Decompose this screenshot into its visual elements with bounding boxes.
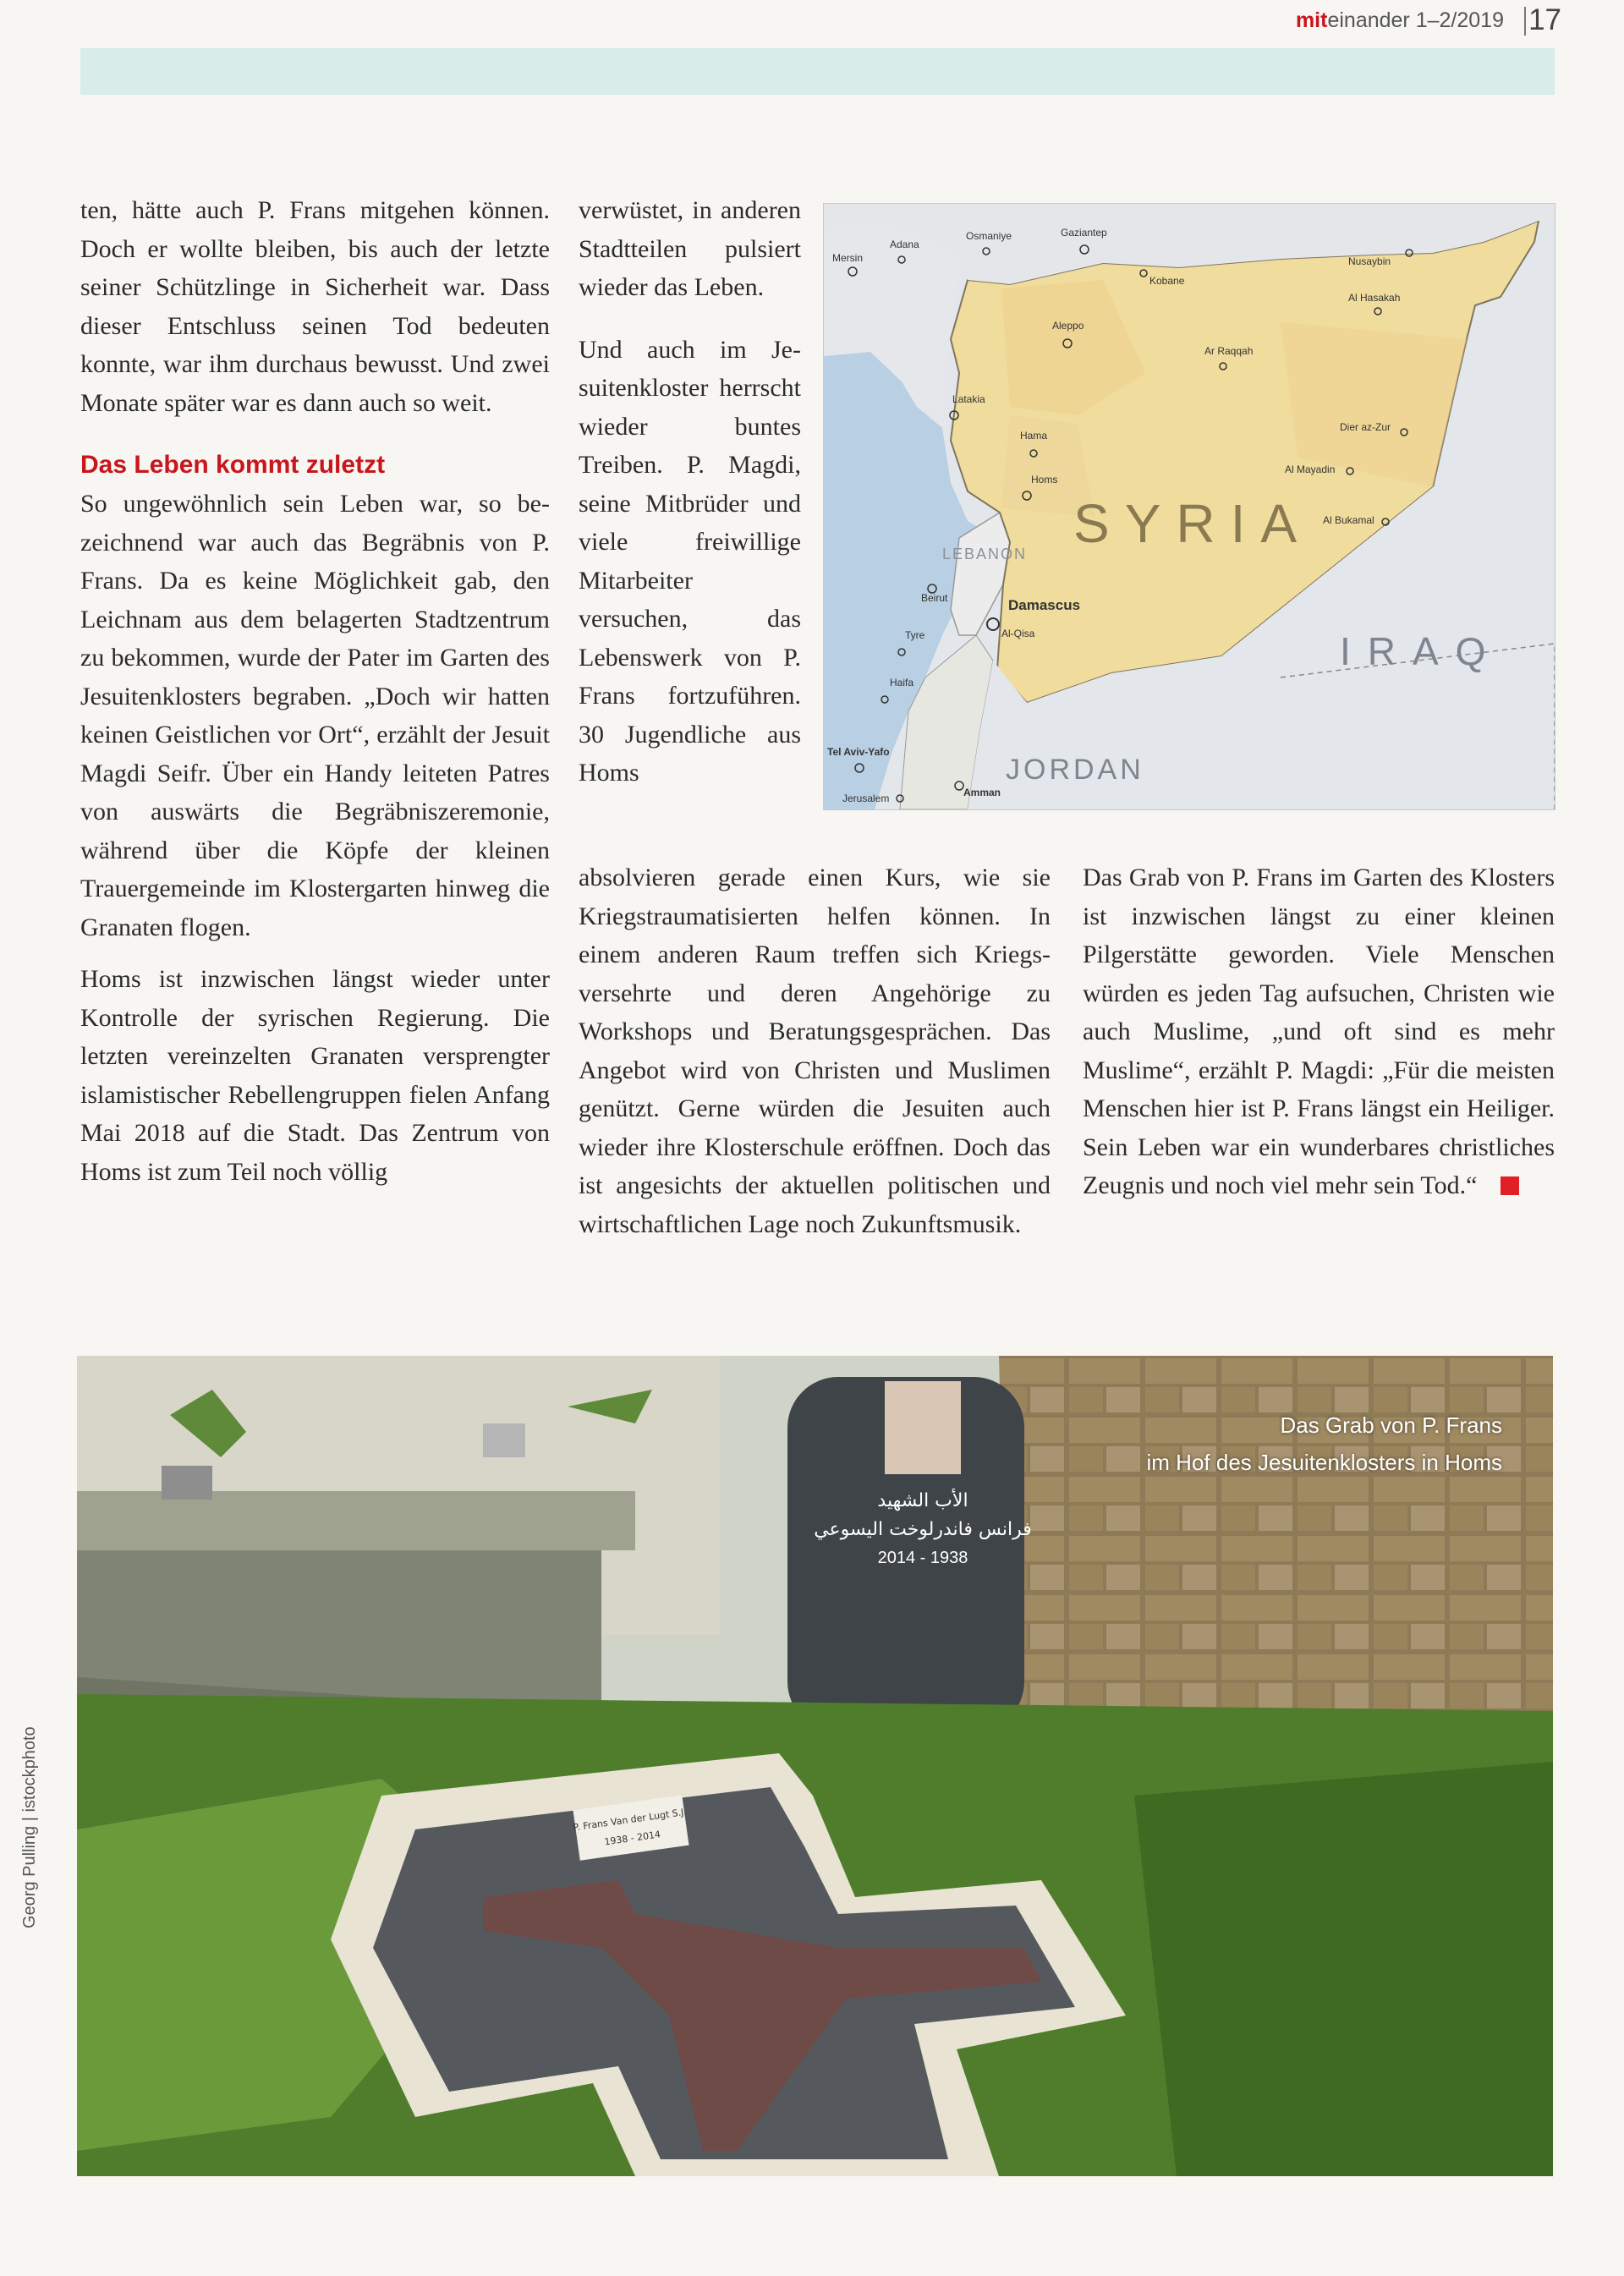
right-column [1083,858,1555,1205]
paragraph: So ungewöhnlich sein Leben war, so bezeichnend war auch das Begräbnis von P. Frans. Da es keine Möglichkeit gab, den Leichnam aus dem belagerten Stadtzentrum zu bekommen, wurde der Pater im Garten des Jesuitenklosters begraben. „Doch wir hatten keinen Geistlichen vor Ort“, erzählt der Jesuit Magdi Seifr. Über ein Handy leiteten Patres von auswärts die Begräbniszeremonie, während über die Köpfe der kleinen Trauergemeinde im Klostergarten hinweg die Granaten flogen. [80,490,550,941]
paragraph: Und auch im Jesuitenkloster herrscht wieder buntes Treiben. P. Magdi, seine Mitbrüder und viele freiwillige Mitarbeiter versuchen, das Lebenswerk von P. Frans fortzuführen. 30 Jugendliche aus Homs [579,335,801,787]
city-aleppo: Aleppo [1052,320,1084,332]
issue-number: 1–2/2019 [1415,8,1504,32]
paragraph [1083,858,1555,1205]
city-damascus: Damascus [1008,597,1081,613]
flower-pot [162,1466,212,1500]
city-ar-raqqah: Ar Raqqah [1204,345,1254,357]
caption-line: Das Grab von P. Frans [1280,1412,1502,1438]
photo-caption [1147,1407,1502,1481]
left-column [80,191,550,1191]
city-al-qisa: Al-Qisa [1001,628,1035,639]
city-amman: Amman [963,787,1001,798]
plaque-years: 1938 - 2014 [603,1829,661,1848]
dark-greenery [1134,1762,1553,2176]
map-graphic [824,204,1555,809]
syria-map [823,203,1555,810]
caption-line: im Hof des Jesuitenklosters in Homs [1146,1450,1502,1475]
paragraph-text: Das Grab von P. Frans im Garten des Klosters ist inzwischen längst zu einer kleinen Pilgerstätte geworden. Viele Menschen würden es jeden Tag aufsuchen, Christen wie auch Muslime, „und oft sind es mehr Muslime“, erzählt P. Magdi: „Für die meisten Menschen hier ist P. Frans längst ein Heiliger. Sein Leben war ein wunderbares christliches Zeugnis und noch viel mehr sein Tod.“ [1083,864,1555,1199]
middle-column-top [579,191,801,792]
country-label-iraq: IRAQ [1340,629,1503,673]
flower-pot [483,1423,525,1457]
city-homs: Homs [1031,474,1058,485]
paragraph: Homs ist inzwischen längst wieder unter Kontrolle der syrischen Regierung. Die letzten vereinzelten Granaten versprengter islamistischer Rebellengruppen fielen Anfang Mai 2018 auf die Stadt. Das Zentrum von Homs ist zum Teil noch völlig [80,965,550,1186]
stone-shelf [77,1491,635,1550]
headstone-years: 2014 - 1938 [877,1549,968,1567]
city-adana: Adana [890,239,919,250]
paragraph: verwüstet, in anderen Stadtteilen pulsiert wieder das Leben. [579,196,801,301]
page-number: 17 [1528,3,1561,36]
plaque-name: P. Frans Van der Lugt S.J. [572,1806,688,1834]
city-tel-aviv: Tel Aviv-Yafo [827,746,890,758]
grave-photo [77,1356,1553,2176]
country-label-syria: SYRIA [1073,493,1313,554]
city-osmaniye: Osmaniye [966,230,1012,242]
city-latakia: Latakia [952,393,985,405]
city-jerusalem: Jerusalem [842,792,890,804]
country-label-jordan: JORDAN [1006,754,1144,786]
city-al-hasakah: Al Hasakah [1348,292,1401,304]
city-beirut: Beirut [921,592,948,604]
headstone-title: الأب الشهيد [877,1490,968,1511]
page-header [0,0,1624,51]
header-band [80,48,1555,95]
city-nusaybin: Nusaybin [1348,255,1391,267]
city-al-mayadin: Al Mayadin [1285,463,1336,475]
subheading: Das Leben kommt zuletzt [80,451,386,479]
city-gaziantep: Gaziantep [1061,227,1107,239]
paragraph: ten, hätte auch P. Frans mitgehen können. Doch er wollte bleiben, bis auch der letzte seiner Schützlinge in Sicherheit war. Dass dieser Entschluss seinen Tod bedeuten konnte, war ihm durchaus bewusst. Und zwei Monate später war es dann auch so weit. [80,196,550,417]
headstone-portrait [885,1381,961,1474]
city-hama: Hama [1020,430,1048,441]
headstone-name: فرانس فاندرلوخت اليسوعي [814,1519,1032,1540]
city-haifa: Haifa [890,677,914,688]
city-mersin: Mersin [832,252,864,264]
paragraph: absolvieren gerade einen Kurs, wie sie Kriegstraumatisierten helfen können. In einem anderen Raum treffen sich Kriegsversehrte und deren Angehörige zu Workshops und Beratungsgesprächen. Das Angebot wird von Christen und Muslimen genützt. Gerne würden die Jesuiten auch wieder ihre Klosterschule eröffnen. Doch das ist angesichts der aktuellen politischen und wirtschaftlichen Lage noch Zukunftsmusik. [579,864,1051,1238]
photo-credit: Georg Pulling | istockphoto [20,1726,39,1928]
city-dier-az-zur: Dier az-Zur [1340,421,1391,433]
brand-prefix: mit [1295,8,1328,32]
header-divider [1524,7,1526,36]
article-end-mark [1501,1176,1519,1195]
city-kobane: Kobane [1149,275,1185,287]
country-label-lebanon: LEBANON [942,546,1028,562]
brand-suffix: einander [1327,8,1410,32]
middle-column-bottom [579,858,1051,1243]
city-al-bukamal: Al Bukamal [1323,514,1374,526]
city-tyre: Tyre [905,629,925,641]
magazine-brand [1296,8,1504,33]
